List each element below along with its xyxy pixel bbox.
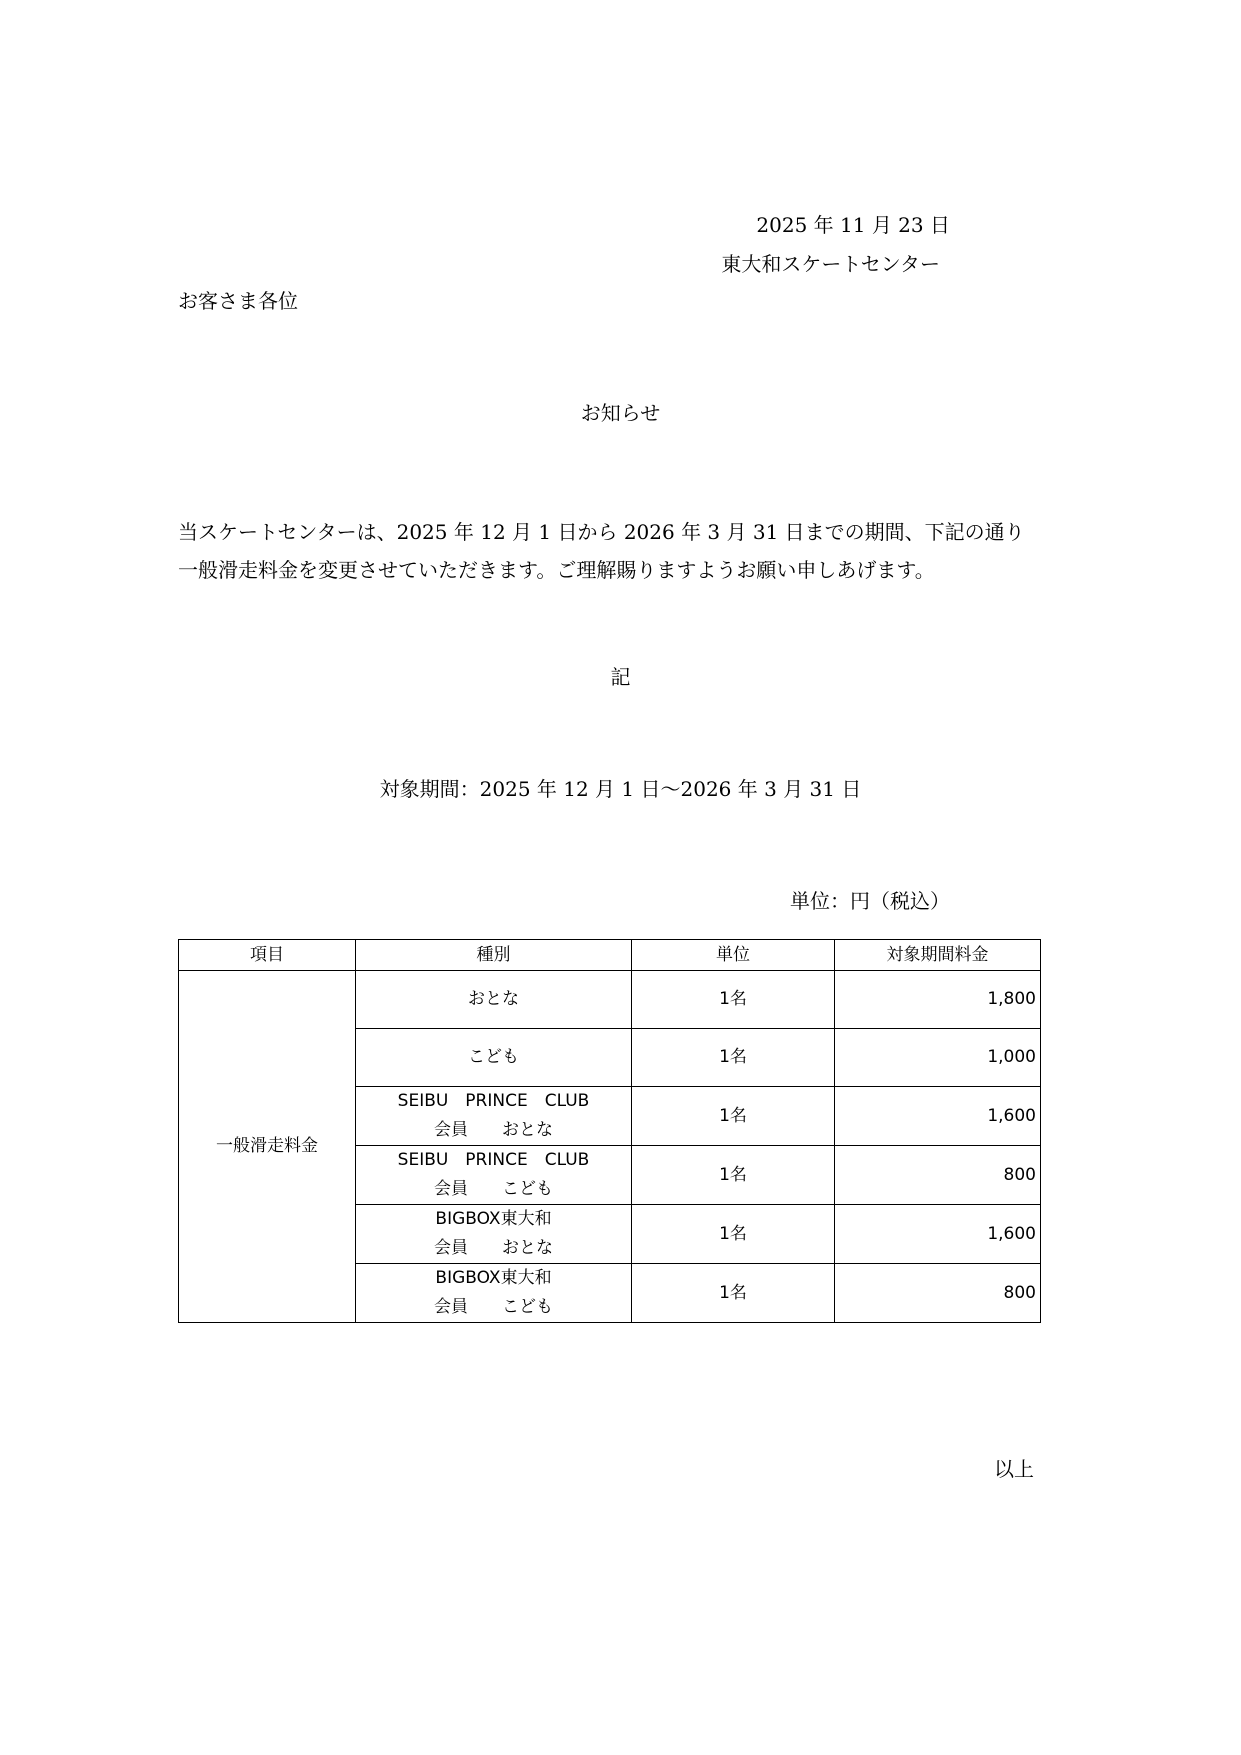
ki-heading: 記 (610, 665, 631, 689)
kind-cell (356, 971, 632, 1029)
fee-table (178, 939, 1041, 1323)
table-header-row (179, 940, 1041, 971)
kind-line-2: 会員 こども (434, 1297, 553, 1317)
fee-value: 1,000 (987, 1047, 1036, 1067)
fee-cell (835, 1264, 1041, 1323)
fee-cell (835, 1087, 1041, 1146)
fee-value: 800 (1003, 1282, 1036, 1303)
kind-line-2: 会員 おとな (434, 1120, 553, 1140)
kind-cell (356, 1029, 632, 1087)
header-fee: 対象期間料金 (835, 940, 1041, 971)
header-kind: 種別 (356, 940, 632, 971)
unit-cell: 1名 (632, 1146, 835, 1205)
kind-line-1: おとな (468, 989, 519, 1009)
fee-value: 800 (1003, 1164, 1036, 1185)
item-cell: 一般滑走料金 (179, 971, 356, 1323)
document-date: 2025 年 11 月 23 日 (756, 213, 950, 237)
fee-cell (835, 1146, 1041, 1205)
fee-cell (835, 1205, 1041, 1264)
fee-value: 1,800 (987, 989, 1036, 1009)
body-line-2: 一般滑走料金を変更させていただきます。ご理解賜りますようお願い申しあげます。 (178, 558, 935, 582)
fee-cell (835, 1029, 1041, 1087)
kind-line-1: BIGBOX東大和 (435, 1209, 552, 1229)
header-unit: 単位 (632, 940, 835, 971)
target-period: 対象期間：2025 年 12 月 1 日〜2026 年 3 月 31 日 (379, 777, 862, 801)
kind-cell (356, 1264, 632, 1323)
table-row (179, 971, 1041, 1029)
kind-line-1: SEIBU PRINCE CLUB (397, 1150, 590, 1170)
kind-line-1: SEIBU PRINCE CLUB (397, 1091, 590, 1111)
kind-line-1: BIGBOX東大和 (435, 1268, 552, 1288)
unit-cell: 1名 (632, 1205, 835, 1264)
kind-line-1: こども (468, 1047, 519, 1067)
header-item: 項目 (179, 940, 356, 971)
unit-cell: 1名 (632, 1264, 835, 1323)
fee-value: 1,600 (987, 1223, 1036, 1244)
addressee: お客さま各位 (178, 289, 298, 313)
unit-cell: 1名 (632, 971, 835, 1029)
kind-line-2: 会員 おとな (434, 1238, 553, 1258)
sender-name: 東大和スケートセンター (721, 252, 940, 276)
unit-cell: 1名 (632, 1087, 835, 1146)
closing-word: 以上 (994, 1457, 1034, 1481)
kind-cell (356, 1205, 632, 1264)
kind-cell (356, 1087, 632, 1146)
fee-cell (835, 971, 1041, 1029)
notice-body (178, 513, 1068, 589)
unit-cell: 1名 (632, 1029, 835, 1087)
body-line-1: 当スケートセンターは、2025 年 12 月 1 日から 2026 年 3 月 31 日までの期間、下記の通り (178, 520, 1025, 544)
unit-note: 単位：円（税込） (790, 889, 950, 913)
notice-title: お知らせ (580, 401, 661, 425)
fee-value: 1,600 (987, 1105, 1036, 1126)
kind-line-2: 会員 こども (434, 1179, 553, 1199)
kind-cell (356, 1146, 632, 1205)
